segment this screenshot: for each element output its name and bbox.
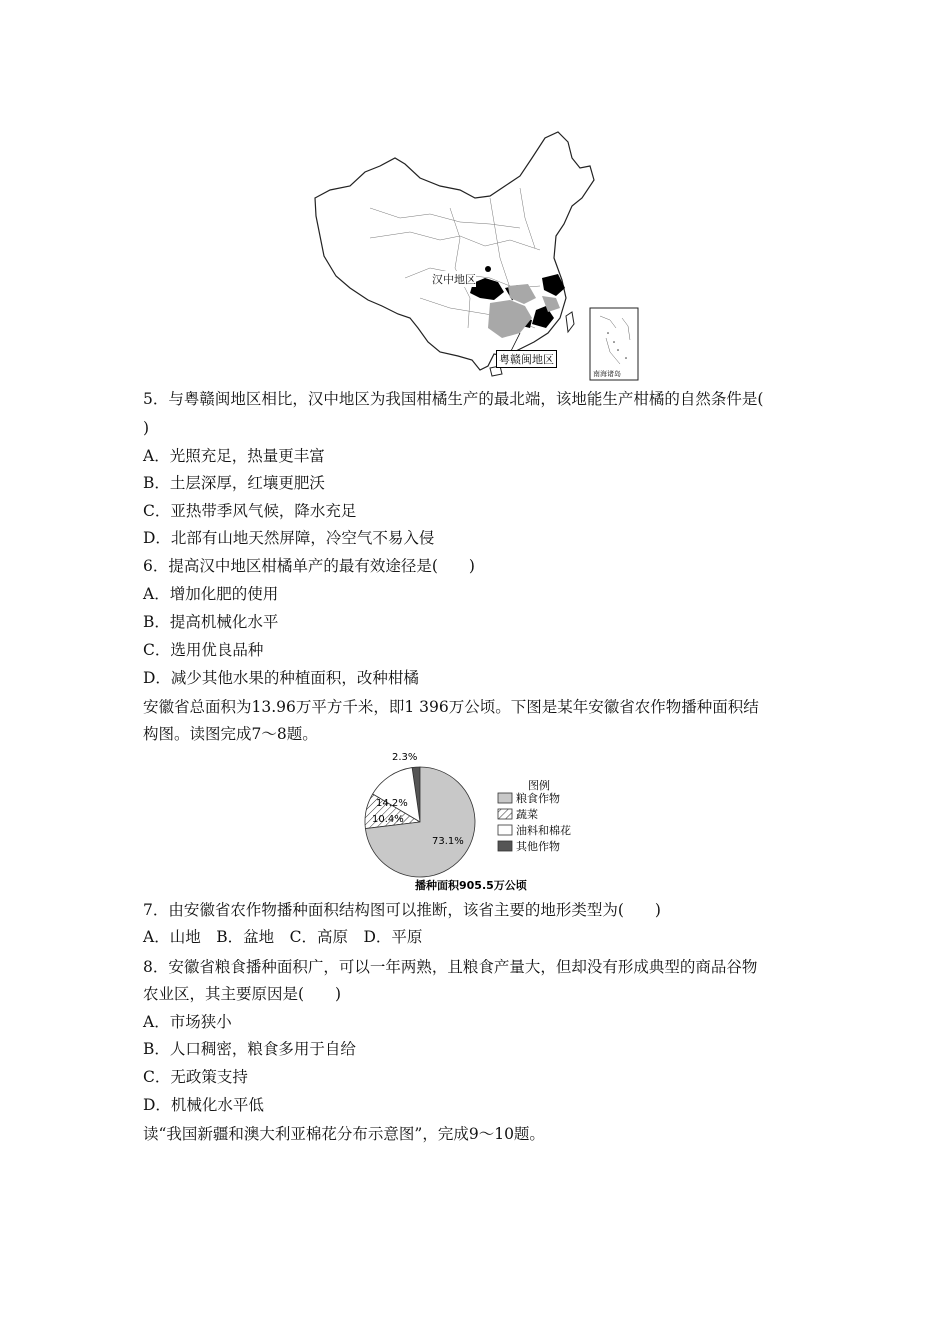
hanzhong-label: 汉中地区	[432, 273, 476, 286]
q5-stem-cont: )	[143, 419, 150, 437]
intro-cotton: 读“我国新疆和澳大利亚棉花分布示意图”，完成9～10题。	[143, 1125, 545, 1143]
china-map-svg	[310, 128, 640, 383]
q5-option-a: A．光照充足，热量更丰富	[143, 447, 325, 465]
legend-swatch-0	[498, 793, 512, 803]
pie-label-0: 73.1%	[432, 836, 464, 847]
pie-label-1: 10.4%	[372, 814, 404, 825]
q6-option-b: B．提高机械化水平	[143, 613, 279, 631]
q8-stem-cont: 农业区，其主要原因是( )	[143, 985, 342, 1003]
q6-option-a: A．增加化肥的使用	[143, 585, 279, 603]
q6-stem: 6．提高汉中地区柑橘单产的最有效途径是( )	[143, 557, 475, 575]
q6-option-d: D．减少其他水果的种植面积，改种柑橘	[143, 669, 419, 687]
q8-option-a: A．市场狭小	[143, 1013, 232, 1031]
inset-label: 南海诸岛	[593, 370, 621, 378]
q8-option-c: C．无政策支持	[143, 1068, 248, 1086]
taiwan-outline	[566, 312, 574, 332]
intro-anhui-cont: 构图。读图完成7～8题。	[143, 725, 318, 743]
pie-label-2: 14.2%	[376, 798, 408, 809]
legend-label-2: 油料和棉花	[516, 824, 571, 837]
intro-anhui: 安徽省总面积为13.96万平方千米，即1 396万公顷。下图是某年安徽省农作物播种面积结	[143, 698, 759, 716]
chart-caption: 播种面积905.5万公顷	[415, 879, 527, 892]
legend-swatch-3	[498, 841, 512, 851]
q7-stem: 7．由安徽省农作物播种面积结构图可以推断，该省主要的地形类型为( )	[143, 901, 661, 919]
q5-option-b: B．土层深厚，红壤更肥沃	[143, 474, 325, 492]
legend-swatch-2	[498, 825, 512, 835]
q5-option-c: C．亚热带季风气候，降水充足	[143, 502, 357, 520]
q5-option-d: D．北部有山地天然屏障，冷空气不易入侵	[143, 529, 435, 547]
legend-label-1: 蔬菜	[516, 808, 538, 821]
legend-title: 图例	[528, 779, 550, 792]
china-citrus-map	[310, 128, 640, 383]
pie-svg	[360, 752, 610, 897]
q7-options: A．山地 B．盆地 C．高原 D．平原	[143, 928, 423, 946]
pie-label-3: 2.3%	[392, 752, 418, 763]
yuegan-label: 粤赣闽地区	[496, 350, 557, 368]
q5-stem: 5．与粤赣闽地区相比，汉中地区为我国柑橘生产的最北端，该地能生产柑橘的自然条件是(	[143, 390, 764, 408]
legend-label-3: 其他作物	[516, 840, 560, 853]
legend-swatch-1	[498, 809, 512, 819]
china-outline	[315, 132, 594, 370]
legend-label-0: 粮食作物	[516, 792, 560, 805]
q6-option-c: C．选用优良品种	[143, 641, 264, 659]
q8-option-b: B．人口稠密，粮食多用于自给	[143, 1040, 356, 1058]
q8-option-d: D．机械化水平低	[143, 1096, 264, 1114]
q8-stem: 8．安徽省粮食播种面积广，可以一年两熟，且粮食产量大，但却没有形成典型的商品谷物	[143, 958, 758, 976]
crop-area-pie-chart	[360, 752, 610, 897]
